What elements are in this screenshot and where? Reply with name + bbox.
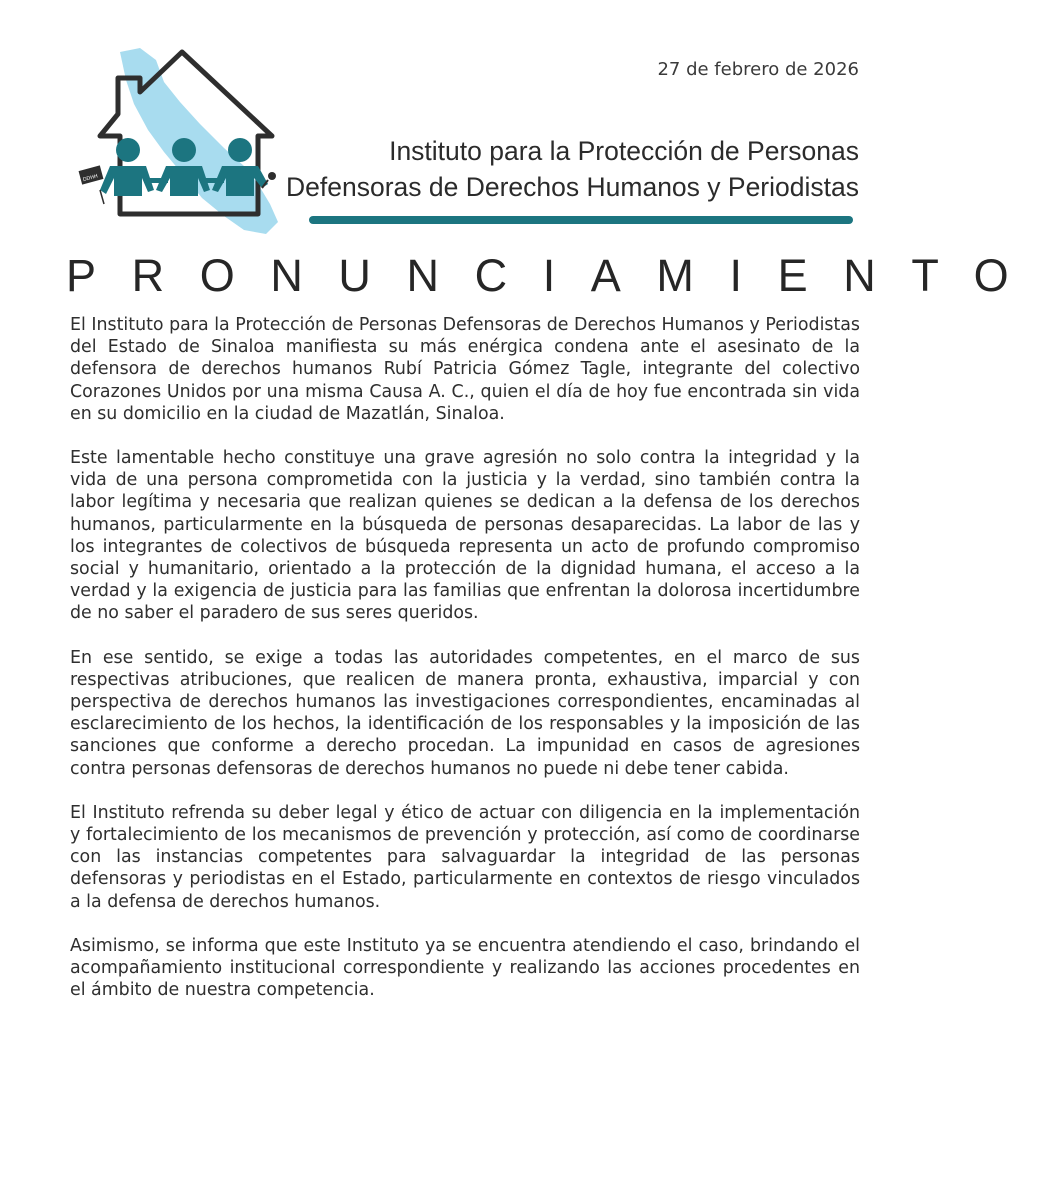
paragraph: En ese sentido, se exige a todas las autoridades competentes, en el marco de sus respectivas atribuciones, que realicen de manera pronta, exhaustiva, imparcial y con perspectiva de derechos humanos las investigaciones correspondientes, encaminadas al esclarecimiento de los hechos, la identificación de los responsables y la imposición de las sanciones que conforme a derecho procedan. La impunidad en casos de agresiones contra personas defensoras de derechos humanos no puede ni debe tener cabida.: [70, 647, 860, 779]
header-divider: [309, 216, 853, 224]
document-title: PRONUNCIAMIENTO: [66, 250, 1044, 301]
paragraph: El Instituto para la Protección de Personas Defensoras de Derechos Humanos y Periodistas del Estado de Sinaloa manifiesta su más enérgica condena ante el asesinato de la defensora de derechos humanos Rubí Patricia Gómez Tagle, integrante del colectivo Corazones Unidos por una misma Causa A. C., quien el día de hoy fue encontrada sin vida en su domicilio en la ciudad de Mazatlán, Sinaloa.: [70, 315, 860, 424]
sinaloa-map-shape: [120, 48, 278, 234]
paragraph: El Instituto refrenda su deber legal y ético de actuar con diligencia en la implementación y fortalecimiento de los mecanismos de prevención y protección, así como de coordinarse con las instancias competentes para salvaguardar la integridad de las personas defensoras y periodistas en el Estado, particularmente en contextos de riesgo vinculados a la defensa de derechos humanos.: [70, 802, 860, 912]
institute-name: [259, 133, 859, 205]
paragraph: Este lamentable hecho constituye una grave agresión no solo contra la integridad y la vida de una persona comprometida con la justicia y la verdad, sino también contra la labor legítima y necesaria que realizan quienes se dedican a la defensa de los derechos humanos, particularmente en la búsqueda de personas desaparecidas. La labor de las y los integrantes de colectivos de búsqueda representa un acto de profundo compromiso social y humanitario, orientado a la protección de la dignidad humana, el acceso a la verdad y la exigencia de justicia para las familias que enfrentan la dolorosa incertidumbre de no saber el paradero de sus seres queridos.: [70, 448, 860, 624]
institute-name-line1: Instituto para la Protección de Personas: [389, 136, 859, 166]
document-date: 27 de febrero de 2026: [657, 59, 859, 80]
paragraph: Asimismo, se informa que este Instituto ya se encuentra atendiendo el caso, brindando el acompañamiento institucional correspondiente y realizando las acciones procedentes en el ámbito de nuestra competencia.: [70, 935, 860, 1001]
flag-label: DDHH: [82, 173, 99, 184]
institute-name-line2: Defensoras de Derechos Humanos y Periodistas: [286, 172, 859, 202]
document-body: [70, 314, 860, 1023]
people-group: [100, 138, 268, 196]
